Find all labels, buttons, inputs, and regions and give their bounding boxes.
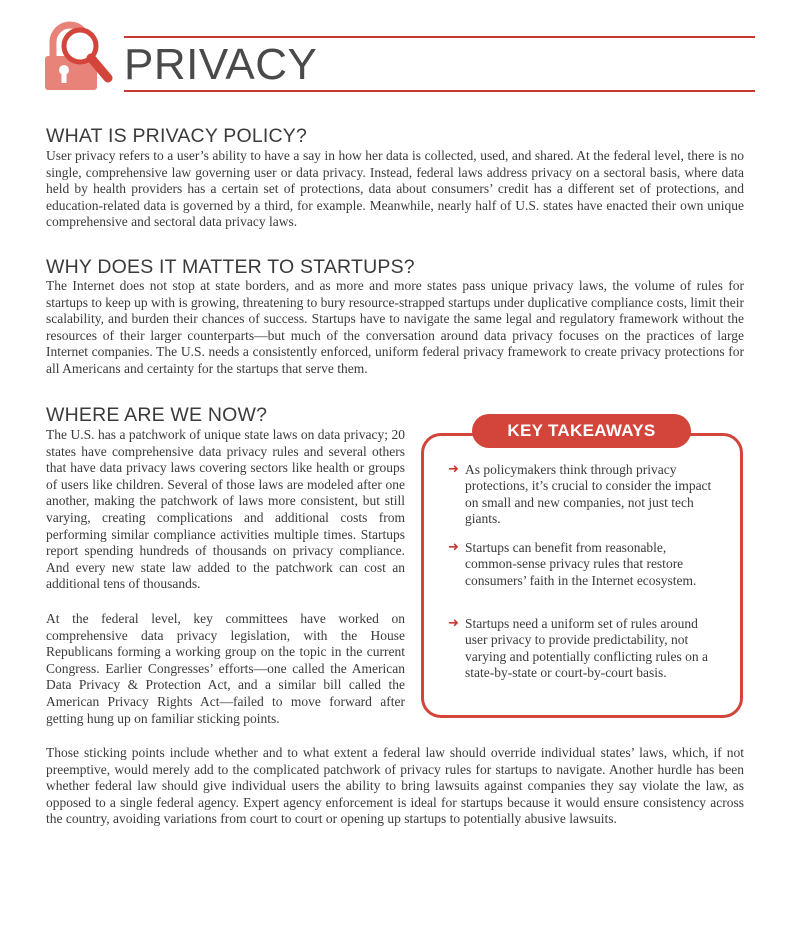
takeaway-item <box>448 616 720 682</box>
section-heading-why: WHY DOES IT MATTER TO STARTUPS? <box>46 256 415 278</box>
section-heading-where: WHERE ARE WE NOW? <box>46 404 268 426</box>
arrow-right-icon: ➜ <box>448 540 459 555</box>
takeaway-text: Startups can benefit from reasonable, common-sense privacy rules that restore consumers’ faith in the Internet ecosystem. <box>465 540 697 588</box>
section-body-where-p2: At the federal level, key committees have worked on comprehensive data privacy legislation, with the House Republicans forming a working group on the topic in the current Congress. Earlier Congresses’ efforts—one called the American Data Privacy & Protection Act, and a similar bill called the American Privacy Rights Act—failed to move forward after getting hung up on familiar sticking points. <box>46 611 405 726</box>
lock-magnifier-icon <box>44 20 114 92</box>
section-body-what: User privacy refers to a user’s ability to have a say in how her data is collected, used, and shared. At the federal level, there is no single, comprehensive law governing user or data privacy. Instead, federal laws address privacy on a sectoral basis, where data held by health providers has a certain set of protections, data about consumers’ credit has a different set of protections, and education-related data is governed by a third, for example. Meanwhile, nearly half of U.S. states have enacted their own unique comprehensive and sectoral data privacy laws. <box>46 148 744 230</box>
section-body-where-p3: Those sticking points include whether and to what extent a federal law should override individual states’ laws, which, if not preemptive, would merely add to the complicated patchwork of privacy rules for startups to navigate. Another hurdle has been whether federal law should give individual users the ability to bring lawsuits against companies they say violate the law, as opposed to a single federal agency. Expert agency enforcement is ideal for startups because it would ensure consistency across the country, avoiding variations from court to court or opening up startups to potentially abusive lawsuits. <box>46 745 744 827</box>
takeaway-text: Startups need a uniform set of rules around user privacy to provide predictability, not varying and potentially conflicting rules on a state-by-state or court-by-court basis. <box>465 616 708 681</box>
takeaway-text: As policymakers think through privacy protections, it’s crucial to consider the impact on small and new companies, not just tech giants. <box>465 462 712 527</box>
header-rule-top <box>124 36 755 38</box>
takeaway-item <box>448 462 720 528</box>
arrow-right-icon: ➜ <box>448 616 459 631</box>
section-heading-what: WHAT IS PRIVACY POLICY? <box>46 125 308 147</box>
section-body-where-p1: The U.S. has a patchwork of unique state laws on data privacy; 20 states have comprehensive data privacy rules and several others that have data privacy laws covering sectors like health or groups of users like children. Several of those laws are modeled after one another, making the patchwork of laws more consistent, but still varying, creating complications and additional costs from performing similar compliance activities multiple times. Startups report spending hundreds of thousands on privacy compliance. And every new state law added to the patchwork can cost an additional tens of thousands. <box>46 427 405 592</box>
arrow-right-icon: ➜ <box>448 462 459 477</box>
section-body-why: The Internet does not stop at state borders, and as more and more states pass unique privacy laws, the volume of rules for startups to keep up with is growing, threatening to bury resource-strapped startups under duplicative compliance costs, limit their scalability, and burden their chances of success. Startups have to navigate the same legal and regulatory framework without the resources of their larger counterparts—but much of the conversation around data privacy focuses on the practices of large Internet companies. The U.S. needs a consistently enforced, uniform federal privacy framework to create privacy protections for all Americans and certainty for the startups that serve them. <box>46 278 744 376</box>
header-rule-bottom <box>124 90 755 92</box>
page-title: PRIVACY <box>124 40 318 89</box>
key-takeaways-title: KEY TAKEAWAYS <box>472 414 691 448</box>
takeaway-item <box>448 540 720 589</box>
